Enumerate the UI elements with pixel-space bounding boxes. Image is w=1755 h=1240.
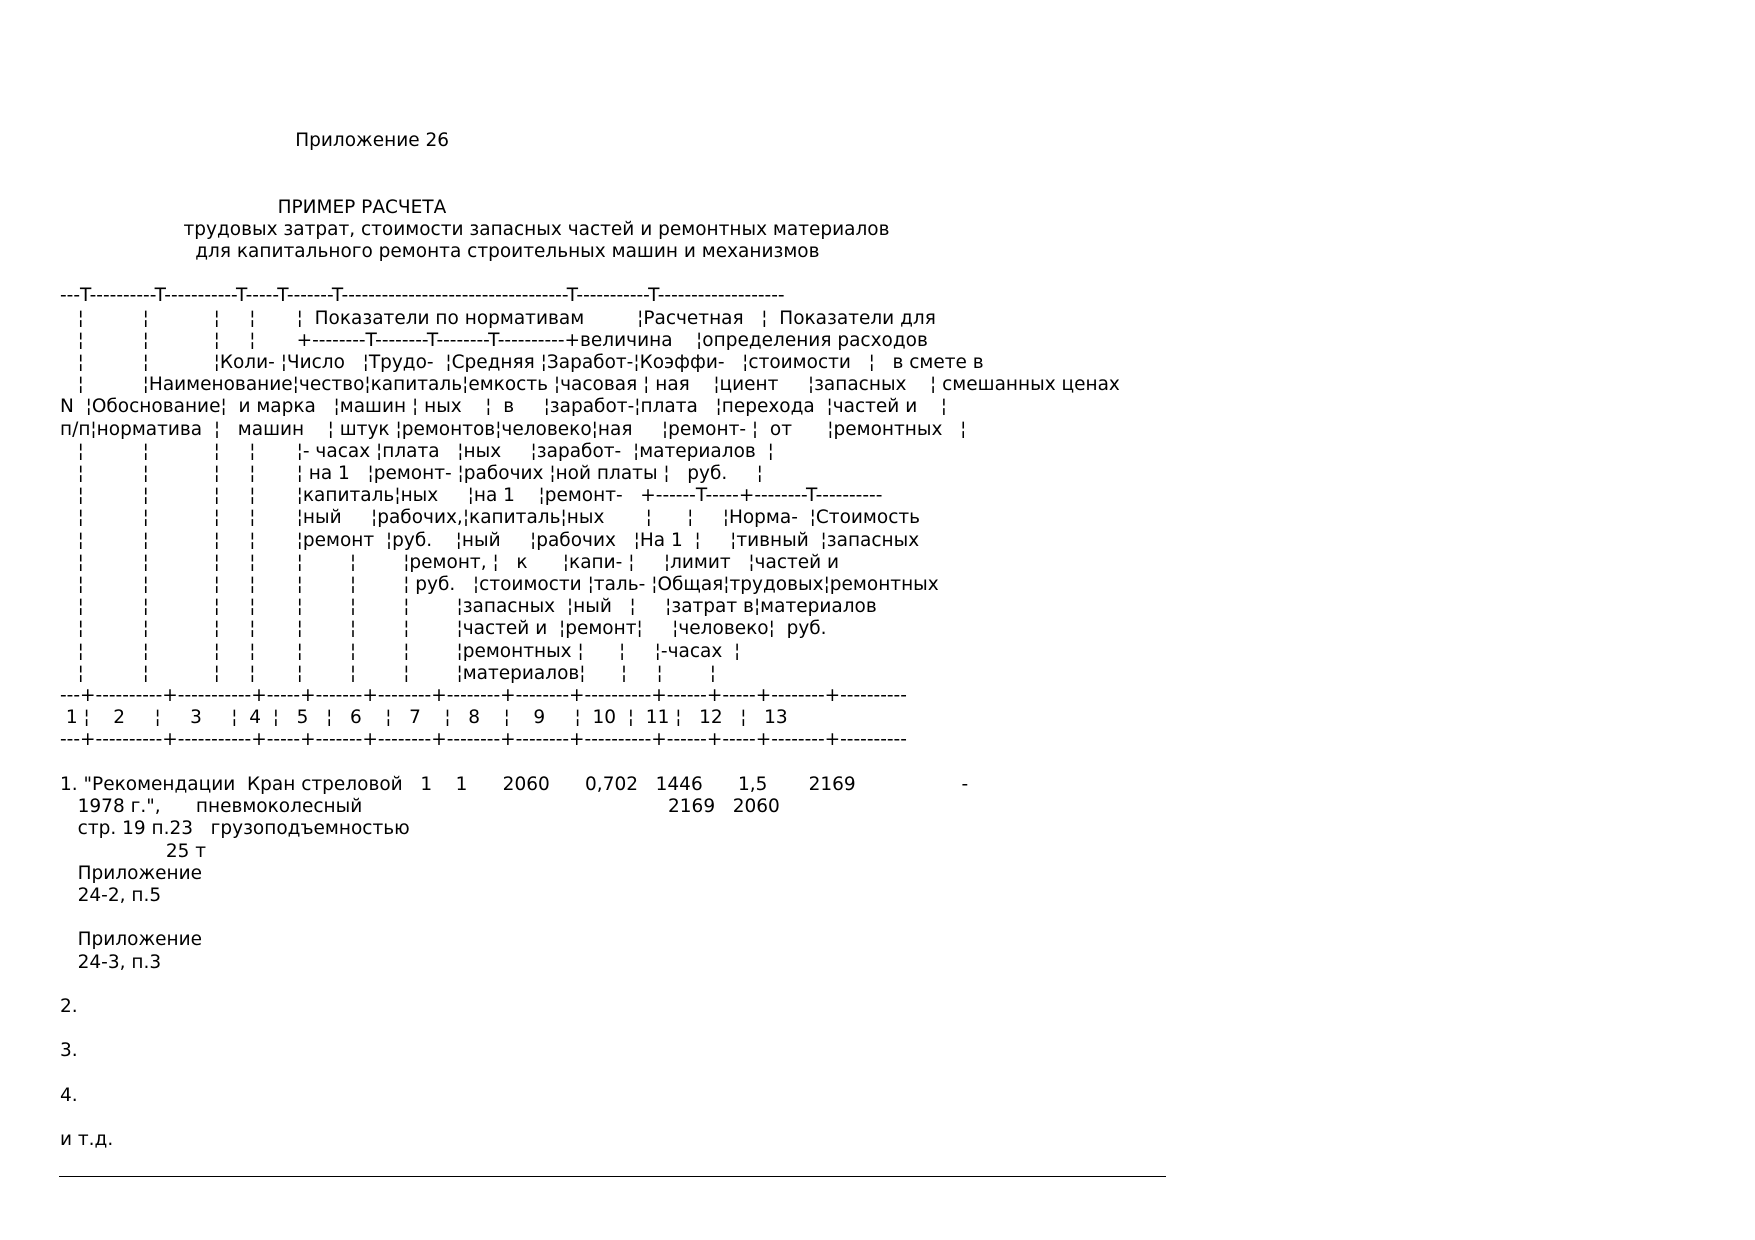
document-line: ¦ ¦ ¦ ¦ +--------T--------T--------T----------+величина ¦определения расходов — [60, 329, 928, 351]
document-line: трудовых затрат, стоимости запасных частей и ремонтных материалов — [60, 218, 890, 240]
document-line: 1. "Рекомендации Кран стреловой 1 1 2060 0,702 1446 1,5 2169 - — [60, 773, 969, 795]
document-line: ¦ ¦ ¦ ¦ ¦ ¦ ¦ремонт, ¦ к ¦капи- ¦ ¦лимит ¦частей и — [60, 551, 840, 573]
document-line: Приложение 26 — [60, 130, 450, 151]
document-line: ---+----------+-----------+-----+-------+--------+--------+--------+----------+------+-----+--------+---------- — [60, 685, 907, 707]
document-line: ¦ ¦ ¦ ¦ ¦ ¦ ¦ ¦запасных ¦ный ¦ ¦затрат в¦материалов — [60, 596, 877, 618]
document-line: ¦ ¦ ¦ ¦ ¦ ¦ ¦ ¦частей и ¦ремонт¦ ¦человеко¦ руб. — [60, 618, 827, 640]
document-line: 3. — [60, 1040, 78, 1062]
document-line: ---+----------+-----------+-----+-------+--------+--------+--------+----------+------+-----+--------+---------- — [60, 729, 907, 751]
document-line: для капитального ремонта строительных машин и механизмов — [60, 241, 820, 263]
document-line: ¦ ¦ ¦ ¦ ¦ ¦ ¦ ¦материалов¦ ¦ ¦ ¦ — [60, 662, 716, 684]
document-line: ¦ ¦ ¦ ¦ ¦ на 1 ¦ремонт- ¦рабочих ¦ной платы ¦ руб. ¦ — [60, 463, 763, 485]
document-line: ¦ ¦ ¦ ¦ ¦ Показатели по нормативам ¦Расчетная ¦ Показатели для — [60, 307, 936, 329]
document-line: ¦ ¦ ¦ ¦ ¦- часах ¦плата ¦ных ¦заработ- ¦материалов ¦ — [60, 440, 774, 462]
document-line: Приложение — [60, 862, 203, 884]
document-line: 24-3, п.3 — [60, 951, 162, 973]
document-line: ПРИМЕР РАСЧЕТА — [60, 196, 447, 218]
document-line: 2. — [60, 995, 78, 1017]
document-line: ¦ ¦ ¦ ¦ ¦ный ¦рабочих,¦капиталь¦ных ¦ ¦ ¦Норма- ¦Стоимость — [60, 507, 921, 529]
document-body — [60, 130, 1120, 1151]
document-line: 4. — [60, 1084, 78, 1106]
document-line: 24-2, п.5 — [60, 884, 162, 906]
document-line: ¦ ¦ ¦ ¦ ¦капиталь¦ных ¦на 1 ¦ремонт- +------T-----+--------T---------- — [60, 485, 883, 507]
document-line: ¦ ¦ ¦ ¦ ¦ ¦ ¦ руб. ¦стоимости ¦таль- ¦Общая¦трудовых¦ремонтных — [60, 574, 939, 596]
document-line: и т.д. — [60, 1129, 114, 1151]
document-line: п/п¦норматива ¦ машин ¦ штук ¦ремонтов¦человеко¦ная ¦ремонт- ¦ от ¦ремонтных ¦ — [60, 418, 967, 440]
document-line: 1 ¦ 2 ¦ 3 ¦ 4 ¦ 5 ¦ 6 ¦ 7 ¦ 8 ¦ 9 ¦ 10 ¦ 11 ¦ 12 ¦ 13 — [60, 707, 788, 729]
document-line: стр. 19 п.23 грузоподъемностью — [60, 818, 410, 840]
document-line: N ¦Обоснование¦ и марка ¦машин ¦ ных ¦ в ¦заработ-¦плата ¦перехода ¦частей и ¦ — [60, 396, 947, 418]
document-line: ¦ ¦ ¦Коли- ¦Число ¦Трудо- ¦Средняя ¦Заработ-¦Коэффи- ¦стоимости ¦ в смете в — [60, 352, 984, 374]
document-line: ¦ ¦ ¦ ¦ ¦ ¦ ¦ ¦ремонтных ¦ ¦ ¦-часах ¦ — [60, 640, 741, 662]
footer-divider — [59, 1176, 1166, 1177]
document-line: 1978 г.", пневмоколесный 2169 2060 — [60, 796, 780, 818]
document-line: ¦ ¦Наименование¦чество¦капиталь¦емкость ¦часовая ¦ ная ¦циент ¦запасных ¦ смешанных ценах — [60, 374, 1120, 396]
document-line: Приложение — [60, 929, 203, 951]
document-line: 25 т — [60, 840, 207, 862]
document-line: ¦ ¦ ¦ ¦ ¦ремонт ¦руб. ¦ный ¦рабочих ¦На 1 ¦ ¦тивный ¦запасных — [60, 529, 920, 551]
document-line: ---T----------T-----------T-----T-------T----------------------------------T-----------T------------------- — [60, 285, 785, 307]
